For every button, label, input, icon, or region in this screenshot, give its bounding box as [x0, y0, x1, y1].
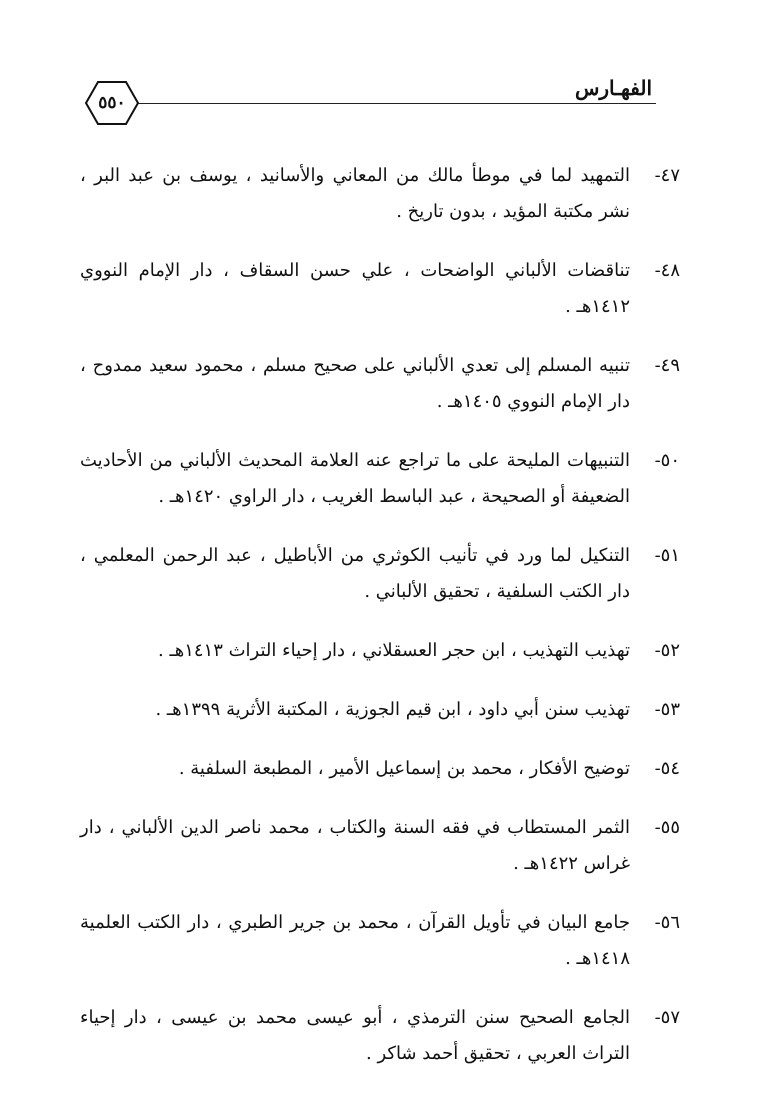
entry-text: تهذيب التهذيب ، ابن حجر العسقلاني ، دار إحياء التراث ١٤١٣هـ .: [158, 640, 630, 661]
entry-number: ٤٩-: [654, 355, 680, 376]
entry-number: ٤٧-: [654, 165, 680, 186]
entry-text: التنكيل لما ورد في تأنيب الكوثري من الأباطيل ، عبد الرحمن المعلمي ، دار الكتب السلفية ، تحقيق الألباني .: [80, 545, 630, 602]
entry-number: ٥٦-: [654, 912, 680, 933]
entry-text: توضيح الأفكار ، محمد بن إسماعيل الأمير ، المطبعة السلفية .: [178, 758, 630, 779]
bibliography-list: [80, 158, 680, 1095]
bibliography-entry: [80, 1000, 680, 1072]
bibliography-entry: [80, 443, 680, 515]
bibliography-entry: [80, 633, 680, 669]
entry-number: ٥٠-: [654, 450, 680, 471]
header-rule: [136, 103, 656, 104]
entry-text: الجامع الصحيح سنن الترمذي ، أبو عيسى محمد بن عيسى ، دار إحياء التراث العربي ، تحقيق أحمد شاكر .: [80, 1007, 630, 1064]
entry-number: ٥٤-: [654, 758, 680, 779]
entry-number: ٥٢-: [654, 640, 680, 661]
entry-text: تناقضات الألباني الواضحات ، علي حسن السقاف ، دار الإمام النووي ١٤١٢هـ .: [80, 260, 630, 317]
entry-number: ٥٥-: [654, 817, 680, 838]
page-header: [78, 72, 656, 128]
entry-number: ٥٧-: [654, 1007, 680, 1028]
entry-number: ٥٣-: [654, 699, 680, 720]
entry-text: التمهيد لما في موطأ مالك من المعاني والأسانيد ، يوسف بن عبد البر ، نشر مكتبة المؤيد ، بدون تاريخ .: [80, 165, 630, 222]
bibliography-entry: [80, 692, 680, 728]
entry-number: ٥١-: [654, 545, 680, 566]
bibliography-entry: [80, 810, 680, 882]
entry-text: الثمر المستطاب في فقه السنة والكتاب ، محمد ناصر الدين الألباني ، دار غراس ١٤٢٢هـ .: [80, 817, 630, 874]
bibliography-entry: [80, 538, 680, 610]
entry-text: التنبيهات المليحة على ما تراجع عنه العلامة المحديث الألباني من الأحاديث الضعيفة أو الصحيحة ، عبد الباسط الغريب ، دار الراوي ١٤٢٠هـ .: [80, 450, 630, 507]
entry-text: تهذيب سنن أبي داود ، ابن قيم الجوزية ، المكتبة الأثرية ١٣٩٩هـ .: [155, 699, 630, 720]
bibliography-entry: [80, 253, 680, 325]
bibliography-entry: [80, 348, 680, 420]
page-number: ٥٥٠: [98, 93, 126, 113]
entry-number: ٤٨-: [654, 260, 680, 281]
entry-text: جامع البيان في تأويل القرآن ، محمد بن جرير الطبري ، دار الكتب العلمية ١٤١٨هـ .: [80, 912, 630, 969]
running-title: الفهـارس: [574, 76, 652, 100]
entry-text: تنبيه المسلم إلى تعدي الألباني على صحيح مسلم ، محمود سعيد ممدوح ، دار الإمام النووي ١٤٠٥هـ .: [80, 355, 630, 412]
bibliography-entry: [80, 751, 680, 787]
bibliography-entry: [80, 158, 680, 230]
bibliography-entry: [80, 905, 680, 977]
